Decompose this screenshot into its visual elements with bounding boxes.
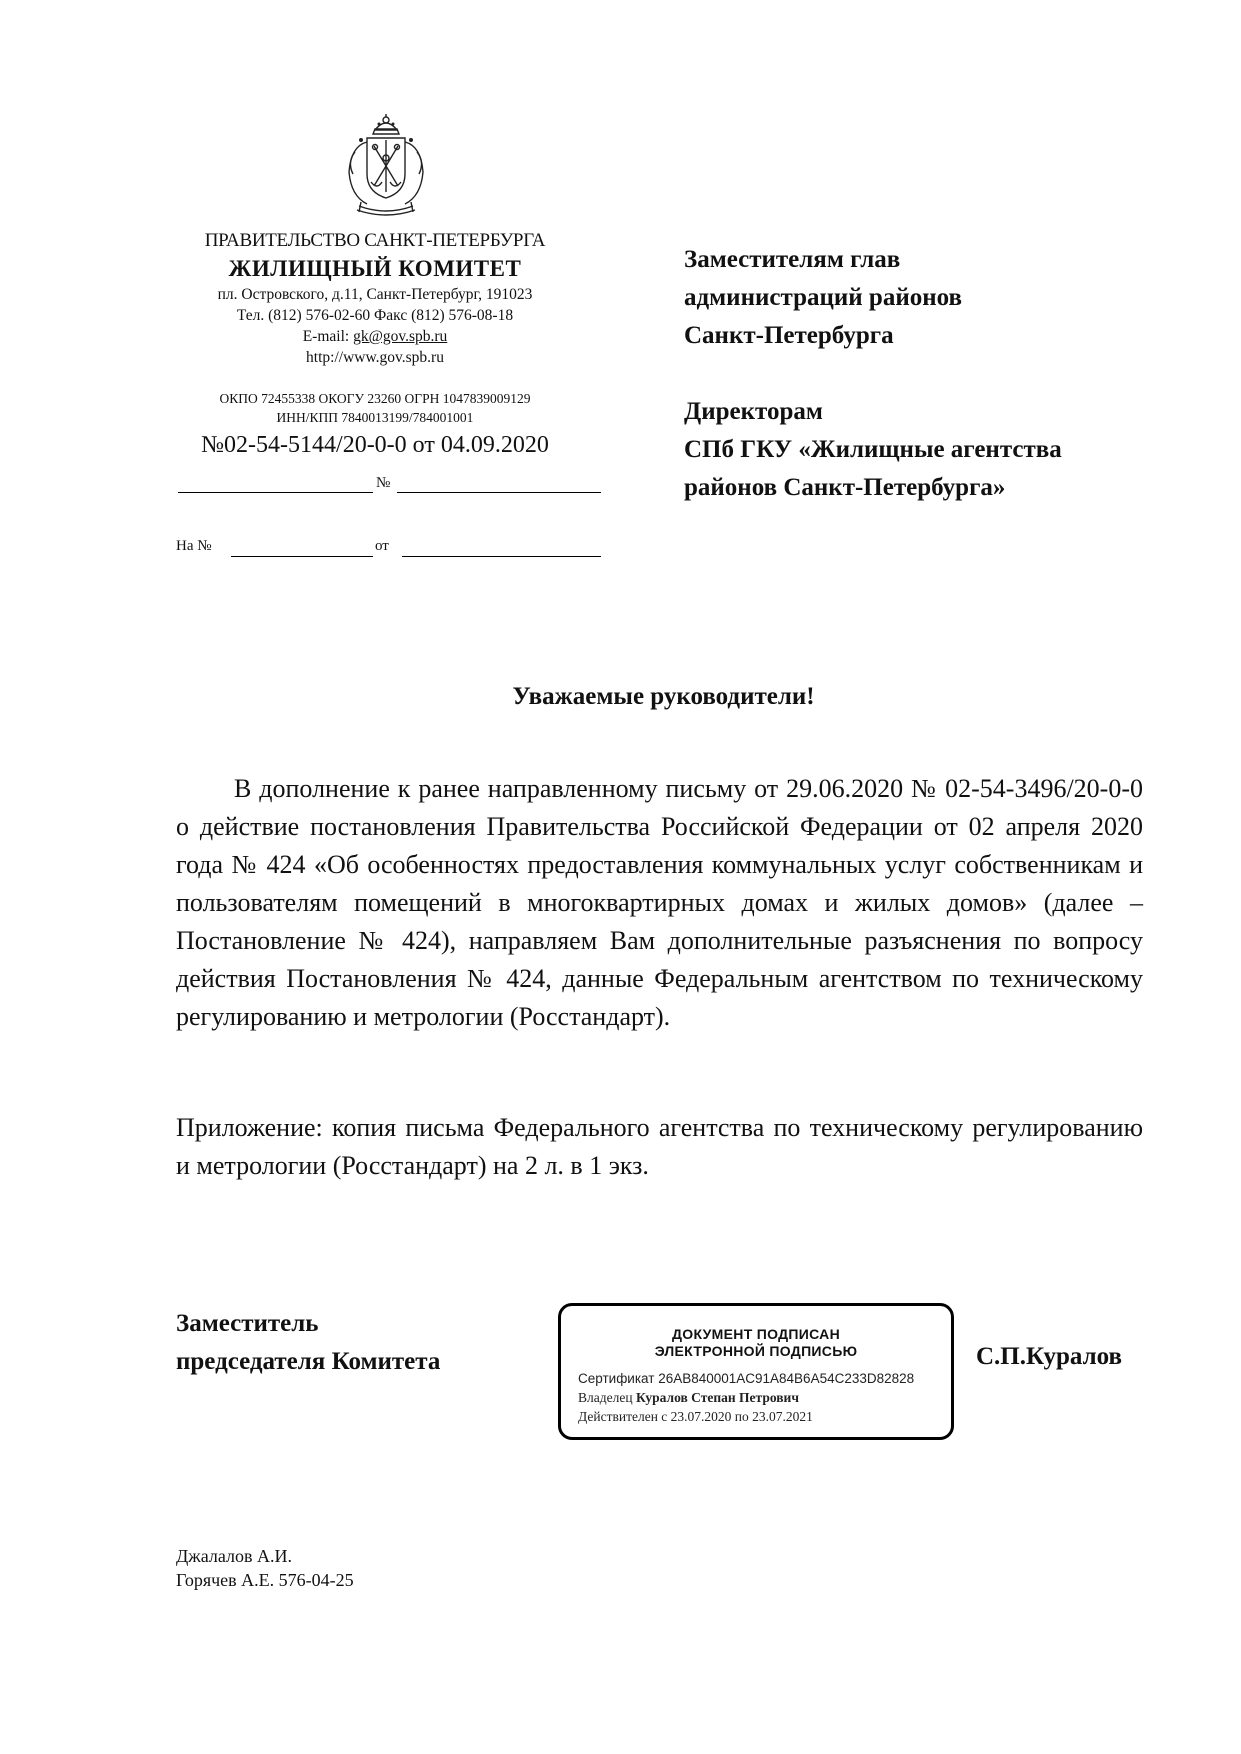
stamp-header: ЭЛЕКТРОННОЙ ПОДПИСЬЮ [654,1343,858,1359]
addressee-line: Заместителям глав [684,246,901,273]
addressee-group-1 [684,241,962,355]
body-paragraph-1: В дополнение к ранее направленному письму от 29.06.2020 № 02-54-3496/20-0-0 о действие постановления Правительства Российской Федерации от 02 апреля 2020 года № 424 «Об особенностях предоставления коммунальных услуг собственникам и пользователям помещений в многоквартирных домах и жилых домов» (далее – Постановление № 424), направляем Вам дополнительные разъяснения по вопросу действия Постановления № 424, данные Федеральным агентством по техническому регулированию и метрологии (Росстандарт). [176,774,1143,1031]
committee-phone: Тел. (812) 576-02-60 Факс (812) 576-08-18 [236,307,514,324]
committee-name: ЖИЛИЩНЫЙ КОМИТЕТ [228,256,522,281]
number-label: № [376,475,391,491]
owner-label: Владелец [578,1390,636,1405]
government-name: ПРАВИТЕЛЬСТВО САНКТ-ПЕТЕРБУРГА [204,230,546,251]
signatory-title-line: председателя Комитета [176,1348,441,1375]
addressee-line: Директорам [684,398,823,425]
addressee-line: администраций районов [684,284,963,311]
date-blank-line [178,492,373,493]
email-label: E-mail: [302,328,354,345]
owner-name: Куралов Степан Петрович [635,1390,799,1405]
signatory-name: С.П.Куралов [976,1343,1123,1370]
website-link[interactable]: http://www.gov.spb.ru [306,349,444,366]
signatory-title-line: Заместитель [176,1310,319,1337]
committee-email-row [160,328,590,346]
registration-codes: ОКПО 72455338 ОКОГУ 23260 ОГРН 1047839009129 [219,391,531,406]
certificate-validity: Действителен с 23.07.2020 по 23.07.2021 [578,1409,813,1424]
executor-line: Горячев А.Е. 576-04-25 [176,1570,354,1590]
executor-line: Джалалов А.И. [176,1546,292,1566]
number-blank-line [397,492,601,493]
ref-number-blank-line [231,556,373,557]
signatory-title [176,1305,440,1381]
tax-codes: ИНН/КПП 7840013199/784001001 [276,410,474,425]
addressee-line: районов Санкт-Петербурга» [684,474,1006,501]
ref-label: На № [176,538,212,554]
certificate-owner [578,1390,799,1406]
electronic-signature-stamp [558,1303,954,1440]
from-label: от [375,538,389,554]
addressee-line: СПб ГКУ «Жилищные агентства [684,436,1062,463]
committee-address: пл. Островского, д.11, Санкт-Петербург, 191023 [217,286,533,303]
attachment-paragraph: Приложение: копия письма Федерального агентства по техническому регулированию и метрологии (Росстандарт) на 2 л. в 1 экз. [176,1113,1143,1180]
document-reg-number: №02-54-5144/20-0-0 от 04.09.2020 [201,432,549,458]
addressee-line: Санкт-Петербурга [684,322,894,349]
stamp-header: ДОКУМЕНТ ПОДПИСАН [672,1326,840,1342]
addressee-group-2 [684,393,1062,507]
salutation: Уважаемые руководители! [512,683,815,710]
certificate-number: Сертификат 26AB840001AC91A84B6A54C233D82828 [578,1371,915,1386]
email-link[interactable]: gk@gov.spb.ru [353,328,448,345]
ref-date-blank-line [402,556,601,557]
coat-of-arms-emblem [337,112,435,222]
